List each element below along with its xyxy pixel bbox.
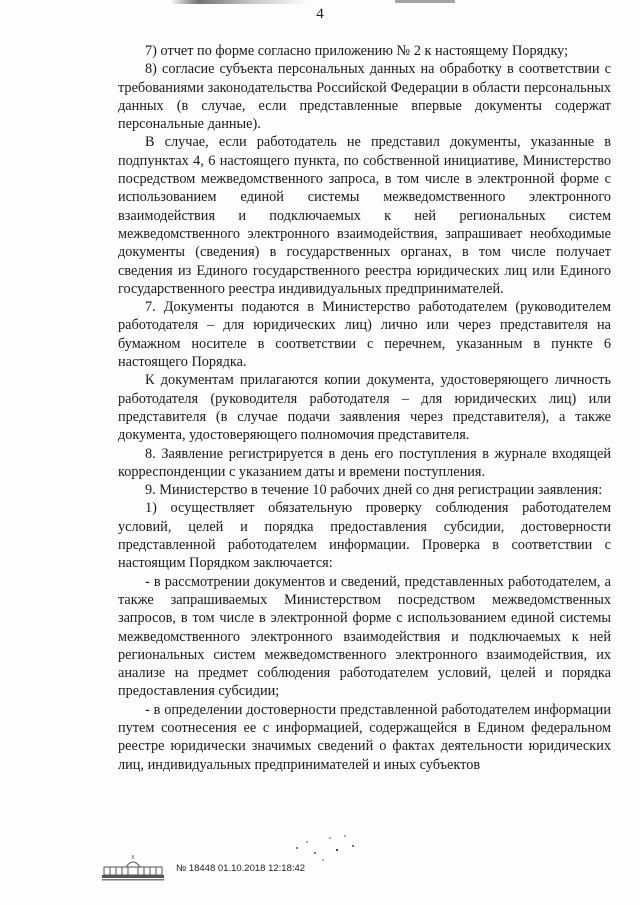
- paragraph: К документам прилагаются копии документа, удостоверяющего личность работодателя (руководителя работодателя – для юридических лиц) или представителя (в случае подачи заявления через представителя), а также документа, удостоверяющего полномочия представителя.: [118, 372, 611, 444]
- paragraph: В случае, если работодатель не представил документы, указанные в подпунктах 4, 6 настоящего пункта, по собственной инициативе, Министерство посредством межведомственного запроса, в том числе в электронной форме с использованием единой системы межведомственного электронного взаимодействия и подключаемых к ней региональных систем межведомственного электронного взаимодействия, запрашивает необходимые документы (сведения) в государственных органах, в том числе получает сведения из Единого государственного реестра юридических лиц или Единого государственного реестра индивидуальных предпринимателей.: [118, 134, 611, 297]
- paragraph: 7. Документы подаются в Министерство работодателем (руководителем работодателя – для юридических лиц) лично или через представителя на бумажном носителе в соответствии с перечнем, указанным в пункте 6 настоящего Порядка.: [118, 299, 611, 371]
- document-body: [118, 42, 611, 774]
- paragraph: 9. Министерство в течение 10 рабочих дней со дня регистрации заявления:: [145, 482, 603, 499]
- page-number: 4: [316, 6, 324, 22]
- building-emblem-icon: [100, 853, 166, 881]
- paragraph: 8. Заявление регистрируется в день его поступления в журнале входящей корреспонденции с указанием даты и времени поступления.: [118, 445, 611, 480]
- paragraph: 1) осуществляет обязательную проверку соблюдения работодателем условий, целей и порядка предоставления субсидии, достоверности представленной работодателем информации. Проверка в соответствии с настоящим Порядком заключается:: [118, 500, 611, 572]
- footer: [100, 853, 520, 883]
- scan-artifact: [395, 0, 455, 3]
- paragraph: 7) отчет по форме согласно приложению № 2 к настоящему Порядку;: [145, 43, 569, 59]
- paragraph: - в определении достоверности представленной работодателем информации путем соотнесения ее с информацией, содержащейся в Едином федеральном реестре юридически значимых сведений о фактах деятельности юридических лиц, индивидуальных предпринимателей и иных субъектов: [118, 701, 611, 773]
- document-registration-number: № 18448 01.10.2018 12:18:42: [176, 863, 306, 874]
- paragraph: 8) согласие субъекта персональных данных на обработку в соответствии с требованиями законодательства Российской Федерации в области персональных данных (в случае, если представленные впервые документы содержат персональные данные).: [118, 61, 611, 133]
- scan-artifact: [170, 0, 310, 4]
- paragraph: - в рассмотрении документов и сведений, представленных работодателем, а также запрашиваемых Министерством посредством межведомственных запросов, в том числе в электронной форме с использованием единой системы межведомственного электронного взаимодействия и подключаемых к ней региональных систем межведомственного электронного взаимодействия, их анализе на предмет соблюдения работодателем условий, целей и порядка предоставления субсидии;: [118, 573, 611, 700]
